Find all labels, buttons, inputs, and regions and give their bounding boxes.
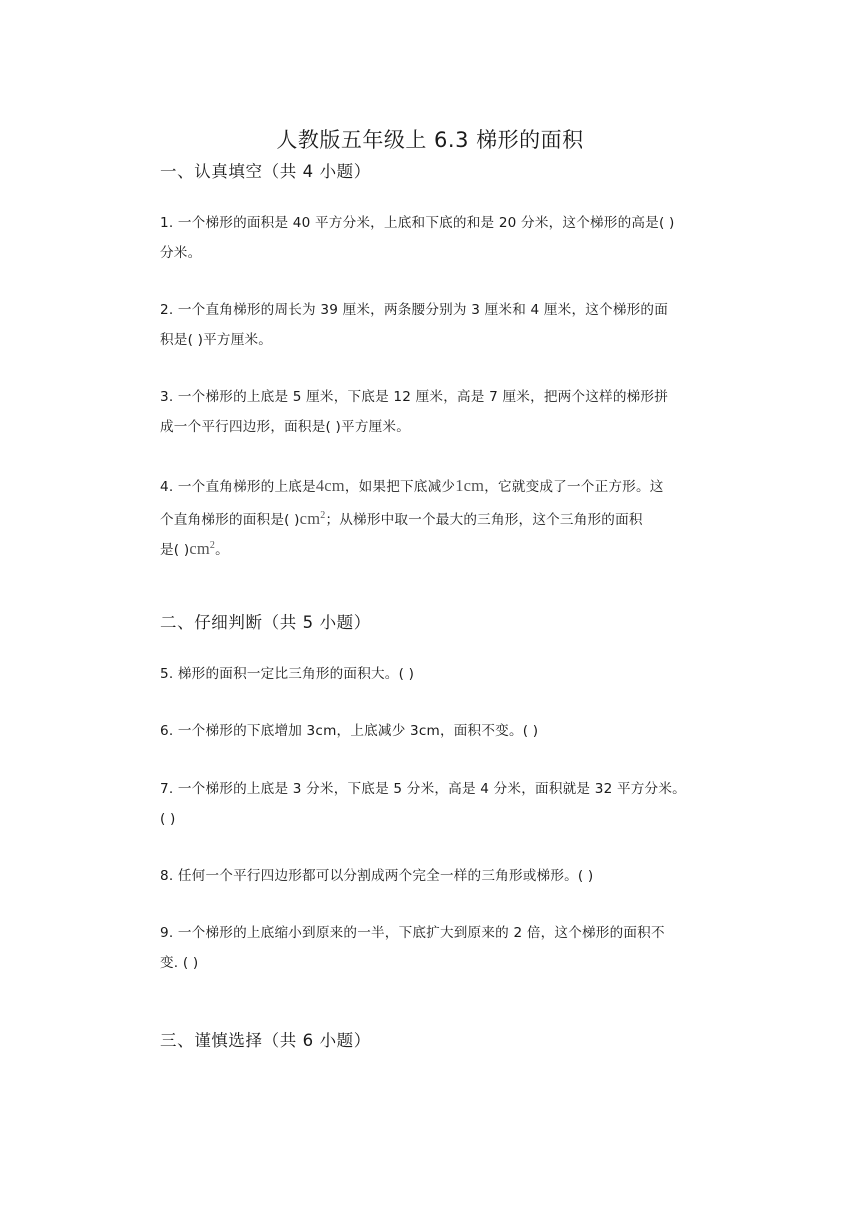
unit-cm2-second-exponent: 2 bbox=[209, 540, 216, 551]
question-1 bbox=[160, 208, 715, 268]
question-1-line-1: 1. 一个梯形的面积是 40 平方分米，上底和下底的和是 20 分米，这个梯形的高是( ) bbox=[160, 215, 675, 231]
unit-cm2-base: cm bbox=[299, 509, 321, 528]
question-8 bbox=[160, 861, 715, 891]
question-4-text-d: 个直角梯形的面积是( ) bbox=[160, 512, 300, 528]
unit-cm2-second bbox=[189, 539, 215, 558]
question-4 bbox=[160, 471, 715, 561]
question-9 bbox=[160, 918, 715, 978]
question-4-line-1 bbox=[160, 471, 715, 501]
question-6 bbox=[160, 716, 715, 746]
unit-cm2 bbox=[300, 509, 326, 528]
unit-cm2-exponent: 2 bbox=[320, 510, 326, 521]
unit-cm2-second-base: cm bbox=[189, 539, 210, 558]
question-7-line-2: ( ) bbox=[160, 811, 176, 827]
question-5-line-1: 5. 梯形的面积一定比三角形的面积大。( ) bbox=[160, 666, 415, 682]
question-4-text-f: 是( ) bbox=[160, 542, 190, 558]
section-heading-fill-in: 一、认真填空（共 4 小题） bbox=[160, 162, 371, 181]
question-3-line-1: 3. 一个梯形的上底是 5 厘米，下底是 12 厘米，高是 7 厘米，把两个这样的梯形拼 bbox=[160, 389, 669, 405]
unit-1cm: 1cm bbox=[455, 476, 485, 495]
section-heading-choice: 三、谨慎选择（共 6 小题） bbox=[160, 1031, 371, 1050]
question-4-line-2 bbox=[160, 501, 715, 531]
question-1-line-2: 分米。 bbox=[160, 245, 202, 261]
question-9-line-1: 9. 一个梯形的上底缩小到原来的一半，下底扩大到原来的 2 倍，这个梯形的面积不 bbox=[160, 925, 665, 941]
question-8-line-1: 8. 任何一个平行四边形都可以分割成两个完全一样的三角形或梯形。( ) bbox=[160, 868, 594, 884]
question-2 bbox=[160, 295, 715, 355]
page-title: 人教版五年级上 6.3 梯形的面积 bbox=[276, 128, 584, 152]
question-4-text-a: 4. 一个直角梯形的上底是 bbox=[160, 479, 316, 495]
question-4-text-g: 。 bbox=[215, 542, 229, 558]
question-4-line-3 bbox=[160, 531, 715, 561]
unit-4cm: 4cm bbox=[315, 476, 345, 495]
question-7 bbox=[160, 774, 715, 834]
question-5 bbox=[160, 659, 715, 689]
question-3-line-2: 成一个平行四边形，面积是( )平方厘米。 bbox=[160, 419, 411, 435]
section-heading-judgement: 二、仔细判断（共 5 小题） bbox=[160, 613, 371, 632]
question-2-line-2: 积是( )平方厘米。 bbox=[160, 332, 273, 348]
question-4-text-b: ，如果把下底减少 bbox=[344, 479, 456, 495]
question-4-text-c: ，它就变成了一个正方形。这 bbox=[484, 479, 664, 495]
question-7-line-1: 7. 一个梯形的上底是 3 分米，下底是 5 分米，高是 4 分米，面积就是 32 平方分米。 bbox=[160, 781, 686, 797]
question-2-line-1: 2. 一个直角梯形的周长为 39 厘米，两条腰分别为 3 厘米和 4 厘米，这个梯形的面 bbox=[160, 302, 669, 318]
question-4-text-e: ；从梯形中取一个最大的三角形，这个三角形的面积 bbox=[325, 512, 643, 528]
question-9-line-2: 变. ( ) bbox=[160, 955, 199, 971]
question-3 bbox=[160, 382, 715, 442]
question-6-line-1: 6. 一个梯形的下底增加 3cm，上底减少 3cm，面积不变。( ) bbox=[160, 723, 539, 739]
